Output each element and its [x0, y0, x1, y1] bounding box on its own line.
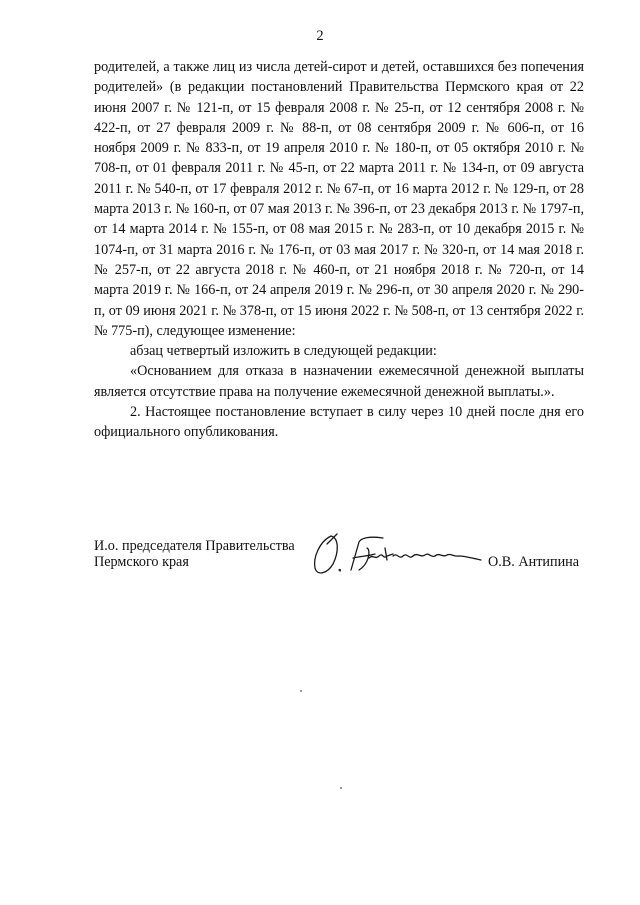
signatory-title-line1: И.о. председателя Правительства — [94, 538, 295, 554]
document-body — [94, 57, 584, 443]
scan-speck — [300, 690, 302, 692]
page-number: 2 — [316, 28, 324, 44]
handwritten-signature — [309, 530, 499, 578]
signatory-title-line2: Пермского края — [94, 554, 189, 570]
signatory-name: О.В. Антипина — [488, 554, 580, 570]
paragraph-quoted-text: «Основанием для отказа в назначении ежемесячной денежной выплаты является отсутствие права на получение ежемесячной денежной выплаты.». — [94, 363, 584, 400]
signature-block — [94, 538, 594, 588]
paragraph-instruction: абзац четвертый изложить в следующей редакции: — [130, 343, 437, 360]
signatory-title — [94, 538, 295, 570]
paragraph-amendment-context: родителей, а также лиц из числа детей-сирот и детей, оставшихся без попечения родителей» (в редакции постановлений Правительства Пермского края от 22 июня 2007 г. № 121-п, от 15 февраля 2008 г. № 25-п, от 12 сентября 2008 г. № 422-п, от 27 февраля 2009 г. № 88-п, от 08 сентября 2009 г. № 606-п, от 16 ноября 2009 г. № 833-п, от 19 апреля 2010 г. № 180-п, от 05 октября 2010 г. № 708-п, от 01 февраля 2011 г. № 45-п, от 22 марта 2011 г. № 134-п, от 09 августа 2011 г. № 540-п, от 17 февраля 2012 г. № 67-п, от 16 марта 2012 г. № 129-п, от 28 марта 2013 г. № 160-п, от 07 мая 2013 г. № 396-п, от 23 декабря 2013 г. № 1797-п, от 14 марта 2014 г. № 155-п, от 08 мая 2015 г. № 283-п, от 10 декабря 2015 г. № 1074-п, от 31 марта 2016 г. № 176-п, от 03 мая 2017 г. № 320-п, от 14 мая 2018 г. № 257-п, от 22 августа 2018 г. № 460-п, от 21 ноября 2018 г. № 720-п, от 14 марта 2019 г. № 166-п, от 24 апреля 2019 г. № 296-п, от 30 апреля 2020 г. № 290-п, от 09 июня 2021 г. № 378-п, от 15 июня 2022 г. № 508-п, от 13 сентября 2022 г. № 775-п), следующее изменение: — [94, 59, 584, 339]
paragraph-effective-date: 2. Настоящее постановление вступает в силу через 10 дней после дня его официального опубликования. — [94, 404, 584, 441]
scan-speck — [340, 787, 342, 789]
